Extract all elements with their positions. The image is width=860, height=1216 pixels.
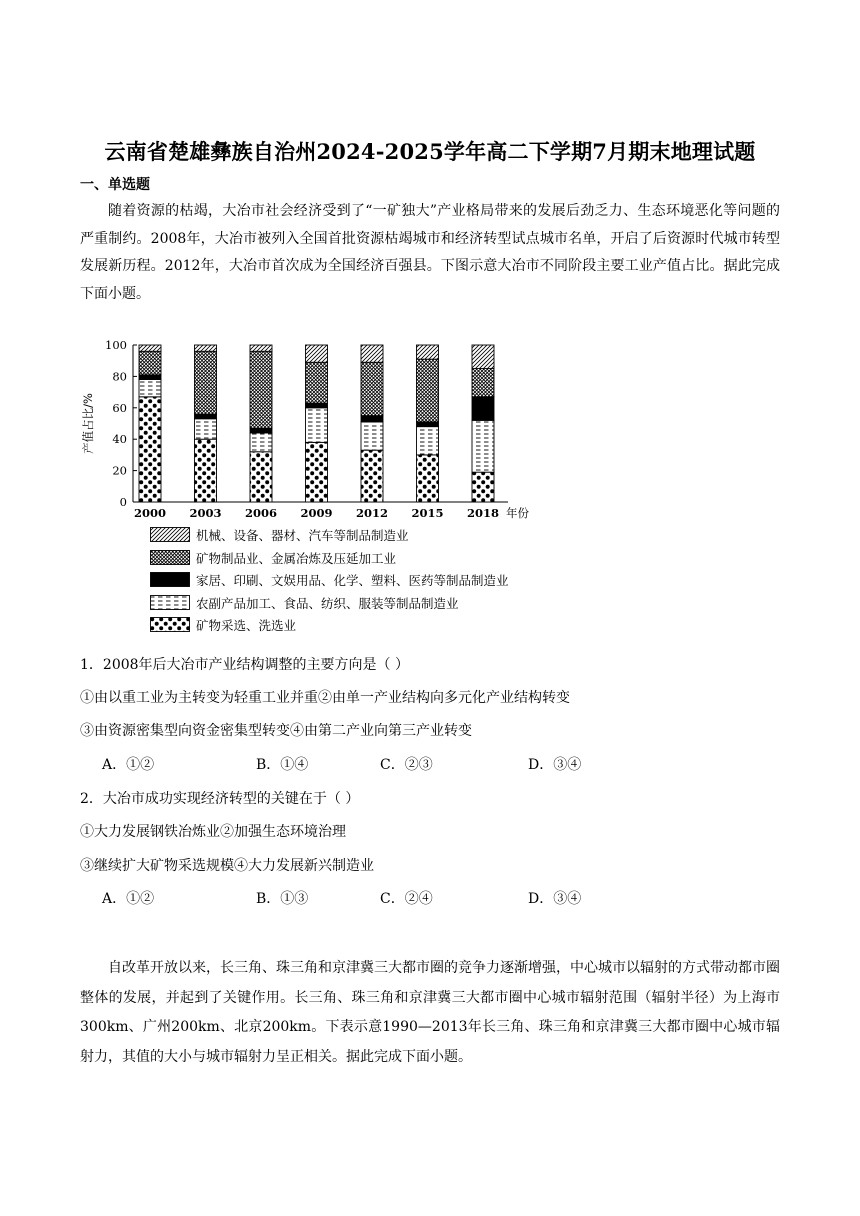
bar-segment bbox=[472, 472, 494, 502]
page-title: 云南省楚雄彝族自治州2024-2025学年高二下学期7月期末地理试题 bbox=[104, 139, 756, 164]
bar-segment bbox=[195, 414, 217, 419]
bar-segment bbox=[250, 433, 272, 452]
x-tick-label: 2012 bbox=[355, 506, 389, 520]
bar-segment bbox=[306, 408, 328, 443]
bar-segment bbox=[306, 362, 328, 403]
x-tick-label: 2003 bbox=[189, 506, 222, 520]
question-2-option-c[interactable]: C．②④ bbox=[380, 891, 433, 907]
legend-label: 家居、印刷、文娱用品、化学、塑料、医药等制品制造业 bbox=[196, 573, 509, 588]
question-1-line-2: ③由资源密集型向资金密集型转变④由第二产业向第三产业转变 bbox=[80, 723, 472, 739]
bar-segment bbox=[361, 450, 383, 502]
legend-label: 农副产品加工、食品、纺织、服装等制品制造业 bbox=[196, 595, 459, 611]
legend-item bbox=[150, 571, 570, 589]
bar-segment bbox=[472, 397, 494, 421]
bar-segment bbox=[306, 403, 328, 408]
y-tick-label: 20 bbox=[112, 463, 127, 478]
x-tick-label: 2015 bbox=[411, 506, 444, 520]
legend-swatch bbox=[150, 527, 190, 542]
bar-segment bbox=[139, 397, 161, 502]
bar-segment bbox=[306, 442, 328, 502]
bar-segment bbox=[472, 345, 494, 369]
question-2-line-1: ①大力发展钢铁冶炼业②加强生态环境治理 bbox=[80, 824, 346, 840]
bar-segment bbox=[195, 419, 217, 439]
question-2-option-d[interactable]: D．③④ bbox=[528, 891, 582, 907]
bar-segment bbox=[139, 375, 161, 380]
bar-segment bbox=[195, 351, 217, 414]
bar-segment bbox=[361, 416, 383, 422]
legend-swatch bbox=[150, 617, 190, 632]
bar-segment bbox=[361, 345, 383, 362]
legend-label: 矿物采选、洗选业 bbox=[196, 618, 297, 633]
bar-segment bbox=[472, 420, 494, 472]
y-tick-label: 40 bbox=[112, 432, 127, 447]
bar-segment bbox=[250, 428, 272, 433]
y-axis-label: 产值占比/% bbox=[81, 393, 95, 454]
x-tick-label: 2006 bbox=[244, 506, 278, 520]
legend-label: 矿物制品业、金属冶炼及压延加工业 bbox=[196, 550, 397, 566]
bar-segment bbox=[361, 422, 383, 450]
bar-segment bbox=[139, 345, 161, 351]
x-tick-label: 2009 bbox=[300, 506, 333, 520]
bar-segment bbox=[139, 380, 161, 397]
question-2-option-b[interactable]: B．①③ bbox=[256, 891, 309, 907]
question-1-option-c[interactable]: C．②③ bbox=[380, 757, 433, 773]
bar-segment bbox=[195, 439, 217, 502]
bar-segment bbox=[361, 362, 383, 415]
x-tick-label: 2018 bbox=[466, 506, 500, 520]
legend-item bbox=[150, 549, 570, 567]
question-2-option-a[interactable]: A．①② bbox=[102, 891, 155, 907]
bar-segment bbox=[306, 345, 328, 362]
y-tick-label: 0 bbox=[119, 495, 127, 509]
legend-item bbox=[150, 526, 570, 544]
bar-segment bbox=[250, 452, 272, 502]
bar-segment bbox=[417, 455, 439, 502]
chart-bars bbox=[139, 345, 494, 502]
question-1-line-1: ①由以重工业为主转变为轻重工业并重②由单一产业结构向多元化产业结构转变 bbox=[80, 690, 570, 706]
question-1-option-b[interactable]: B．①④ bbox=[256, 757, 309, 773]
question-2-stem: 2．大冶市成功实现经济转型的关键在于（ ） bbox=[80, 791, 360, 807]
legend-swatch bbox=[150, 550, 190, 565]
bar-segment bbox=[417, 345, 439, 359]
question-2-line-2: ③继续扩大矿物采选规模④大力发展新兴制造业 bbox=[80, 858, 374, 874]
question-1-stem: 1．2008年后大冶市产业结构调整的主要方向是（ ） bbox=[80, 657, 409, 673]
section-heading: 一、单选题 bbox=[80, 177, 150, 193]
passage-1: 随着资源的枯竭，大冶市社会经济受到了“一矿独大”产业格局带来的发展后劲乏力、生态环境恶化等问题的严重制约。2008年，大冶市被列入全国首批资源枯竭城市和经济转型试点城市名单，开启了后资源时代城市转型发展新历程。2012年，大冶市首次成为全国经济百强县。下图示意大冶市不同阶段主要工业产值占比。据此完成下面小题。 bbox=[80, 203, 780, 302]
stacked-bar-chart bbox=[76, 336, 556, 526]
bar-segment bbox=[417, 359, 439, 422]
legend-item bbox=[150, 594, 570, 612]
legend-label: 机械、设备、器材、汽车等制品制造业 bbox=[196, 528, 409, 543]
bar-segment bbox=[195, 345, 217, 351]
x-axis-label: 年份 bbox=[506, 506, 529, 520]
legend-swatch bbox=[150, 572, 190, 587]
bar-segment bbox=[139, 351, 161, 375]
y-tick-label: 100 bbox=[105, 338, 127, 352]
question-1-option-d[interactable]: D．③④ bbox=[528, 757, 582, 773]
y-tick-label: 60 bbox=[112, 400, 127, 415]
bar-segment bbox=[417, 422, 439, 427]
passage-2: 自改革开放以来，长三角、珠三角和京津冀三大都市圈的竞争力逐渐增强，中心城市以辐射的方式带动都市圈整体的发展，并起到了关键作用。长三角、珠三角和京津冀三大都市圈中心城市辐射范围（辐射半径）为上海市300km、广州200km、北京200km。下表示意1990—2013年长三角、珠三角和京津冀三大都市圈中心城市辐射力，其值的大小与城市辐射力呈正相关。据此完成下面小题。 bbox=[80, 960, 780, 1065]
bar-segment bbox=[472, 369, 494, 397]
legend-item bbox=[150, 616, 570, 634]
bar-segment bbox=[417, 427, 439, 455]
x-tick-label: 2000 bbox=[133, 506, 167, 520]
bar-segment bbox=[250, 351, 272, 428]
bar-segment bbox=[250, 345, 272, 351]
question-1-option-a[interactable]: A．①② bbox=[102, 757, 155, 773]
y-tick-label: 80 bbox=[112, 369, 127, 384]
legend-swatch bbox=[150, 595, 190, 610]
